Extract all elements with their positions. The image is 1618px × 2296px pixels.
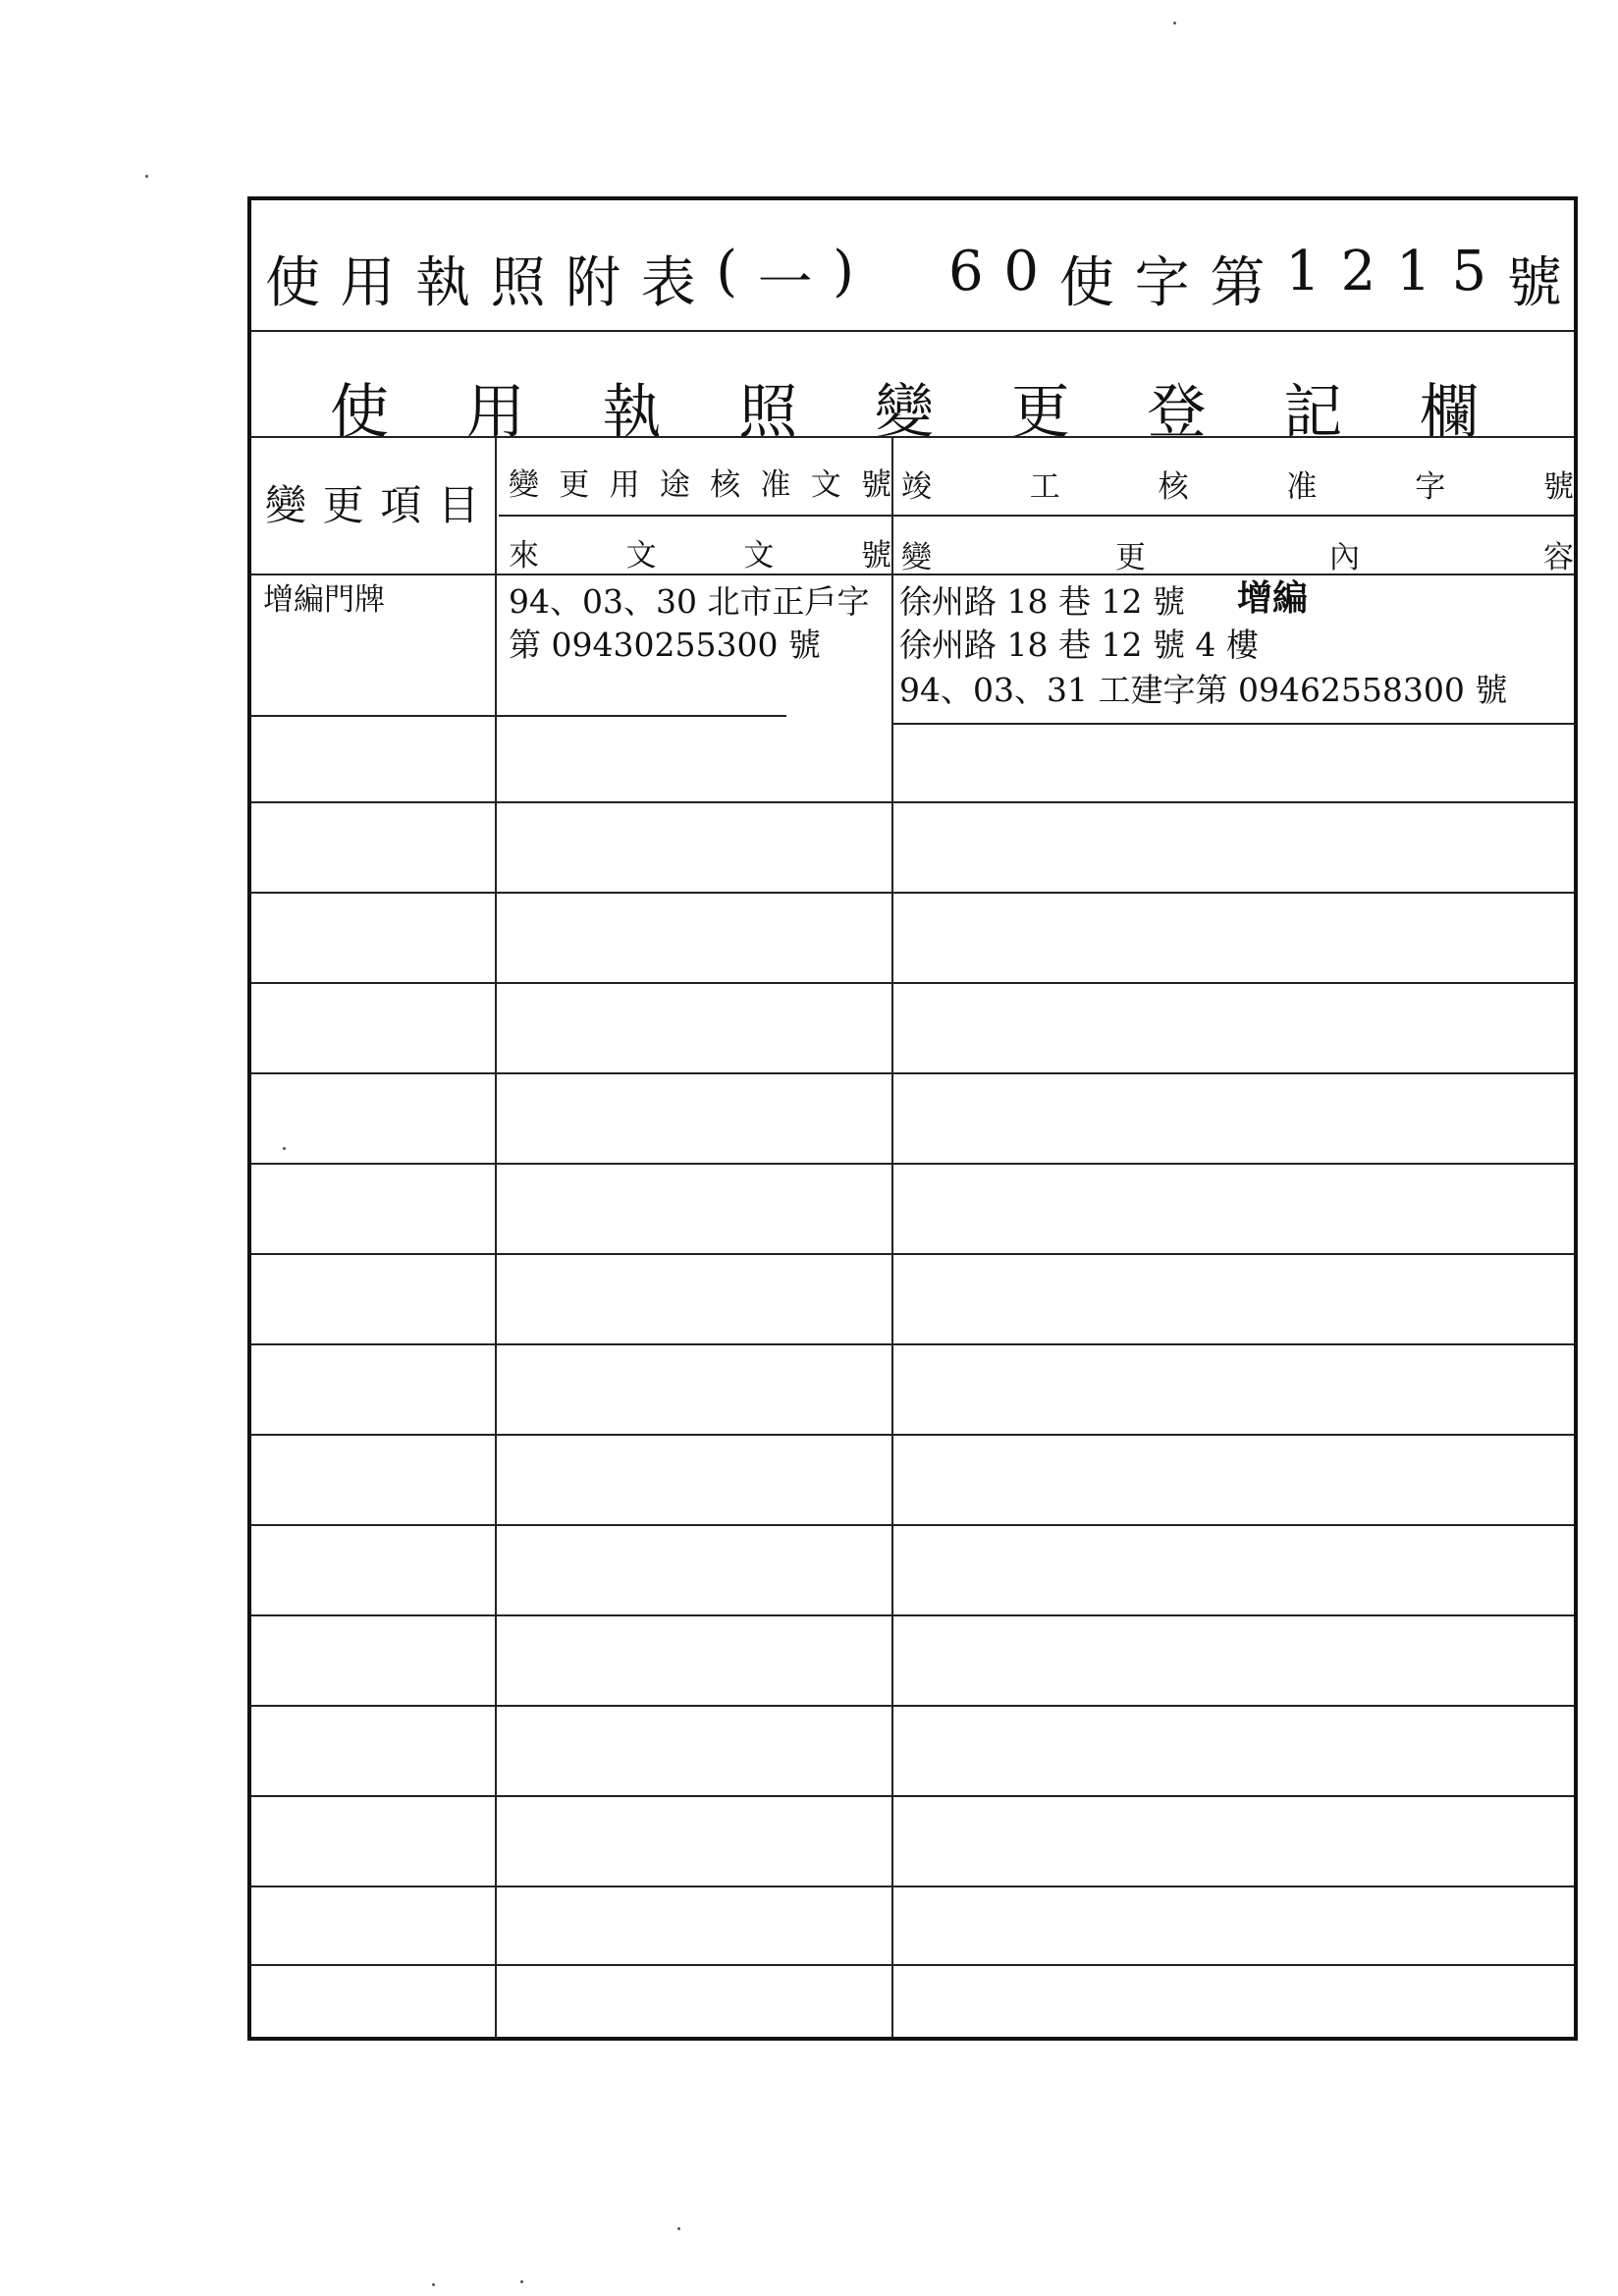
license-char: 使 <box>1058 251 1114 315</box>
row-item: 增編門牌 <box>263 582 385 618</box>
license-char: 6 <box>948 240 984 303</box>
column-header-completion <box>901 462 1574 506</box>
row-doc-line1: 94、03、30 北市正戶字 <box>509 582 870 621</box>
license-char: 5 <box>1451 240 1487 303</box>
row-divider <box>251 1614 1574 1616</box>
heading-char: 照 <box>738 378 798 447</box>
row-doc-line2: 第 09430255300 號 <box>509 626 821 664</box>
form-name-char: 一 <box>757 251 813 315</box>
header-char: 用 <box>609 467 640 503</box>
form-name <box>265 240 854 318</box>
scan-speck <box>520 2280 523 2283</box>
header-char: 內 <box>1329 540 1360 575</box>
column-divider <box>891 436 893 2037</box>
license-char: 1 <box>1285 240 1321 303</box>
form-name-char: 使 <box>265 251 320 315</box>
header-char: 核 <box>1158 469 1189 505</box>
heading-char: 變 <box>875 378 934 447</box>
row-divider <box>251 1886 1574 1887</box>
form-name-char: 附 <box>566 251 621 315</box>
scan-speck <box>432 2283 435 2286</box>
row-content-line2: 徐州路 18 巷 12 號 4 樓 <box>899 626 1259 664</box>
row-divider <box>251 715 786 717</box>
header-char: 更 <box>1115 540 1146 575</box>
row-divider <box>251 1524 1574 1526</box>
header-char: 准 <box>760 467 791 503</box>
heading-char: 記 <box>1283 378 1343 447</box>
change-registration-form <box>247 196 1578 2041</box>
heading-char: 使 <box>330 378 389 447</box>
header-char: 文 <box>625 538 657 574</box>
header-char: 變 <box>509 467 539 503</box>
row-divider <box>251 982 1574 984</box>
form-name-char: 執 <box>415 251 471 315</box>
scan-speck <box>677 2227 680 2230</box>
row-divider <box>251 892 1574 894</box>
header-char: 變 <box>901 540 932 575</box>
divider <box>251 436 1574 438</box>
header-char: 項 <box>380 481 422 529</box>
column-divider <box>495 436 497 2037</box>
license-char: 字 <box>1134 251 1190 315</box>
heading-char: 欄 <box>1420 378 1479 447</box>
header-char: 來 <box>509 538 539 574</box>
license-number <box>948 240 1562 318</box>
form-name-char: ) <box>833 240 854 303</box>
row-content-tag: 增編 <box>1237 578 1309 619</box>
heading-char: 用 <box>465 378 525 447</box>
license-char: 0 <box>1003 240 1040 303</box>
scan-speck <box>283 1147 286 1150</box>
header-char: 文 <box>743 538 775 574</box>
header-char: 准 <box>1286 469 1318 505</box>
form-title-bar <box>251 200 1574 330</box>
heading-char: 更 <box>1010 378 1070 447</box>
row-content-line1: 徐州路 18 巷 12 號 <box>899 582 1185 621</box>
form-name-char: 照 <box>490 251 546 315</box>
header-char: 號 <box>860 467 891 503</box>
row-divider <box>251 1072 1574 1074</box>
license-char: 1 <box>1396 240 1431 303</box>
header-char: 工 <box>1029 469 1060 505</box>
header-char: 字 <box>1415 469 1446 505</box>
scan-speck <box>1173 22 1176 25</box>
column-header-item <box>265 473 479 532</box>
header-char: 核 <box>710 467 741 503</box>
header-char: 變 <box>265 481 307 529</box>
form-name-char: 用 <box>340 251 396 315</box>
header-char: 途 <box>659 467 690 503</box>
divider <box>251 330 1574 332</box>
row-divider <box>251 1964 1574 1966</box>
row-content-line3: 94、03、31 工建字第 09462558300 號 <box>899 671 1508 709</box>
row-divider <box>251 1795 1574 1797</box>
header-char: 目 <box>437 481 479 529</box>
heading-char: 執 <box>602 378 662 447</box>
row-divider <box>251 1343 1574 1345</box>
license-char: 號 <box>1506 251 1562 315</box>
row-divider <box>251 801 1574 803</box>
header-subdivider <box>499 515 1574 517</box>
license-char: 2 <box>1340 240 1376 303</box>
license-char: 第 <box>1210 251 1266 315</box>
header-char: 更 <box>322 481 364 529</box>
header-char: 文 <box>810 467 841 503</box>
row-divider <box>251 1434 1574 1436</box>
header-char: 號 <box>860 538 891 574</box>
row-divider <box>892 723 1574 725</box>
header-bottom-divider <box>251 574 1574 575</box>
column-header-content <box>901 532 1574 576</box>
row-divider <box>251 1163 1574 1165</box>
header-char: 號 <box>1542 469 1574 505</box>
header-char: 容 <box>1543 540 1574 575</box>
form-name-char: ( <box>716 240 738 303</box>
row-divider <box>251 1253 1574 1255</box>
column-header-incoming-doc <box>509 530 891 574</box>
header-char: 更 <box>559 467 590 503</box>
heading-char: 登 <box>1147 378 1207 447</box>
scan-speck <box>145 175 148 178</box>
row-divider <box>251 1705 1574 1707</box>
column-header-approval-doc <box>509 460 891 504</box>
header-char: 竣 <box>901 469 932 505</box>
form-name-char: 表 <box>640 251 696 315</box>
